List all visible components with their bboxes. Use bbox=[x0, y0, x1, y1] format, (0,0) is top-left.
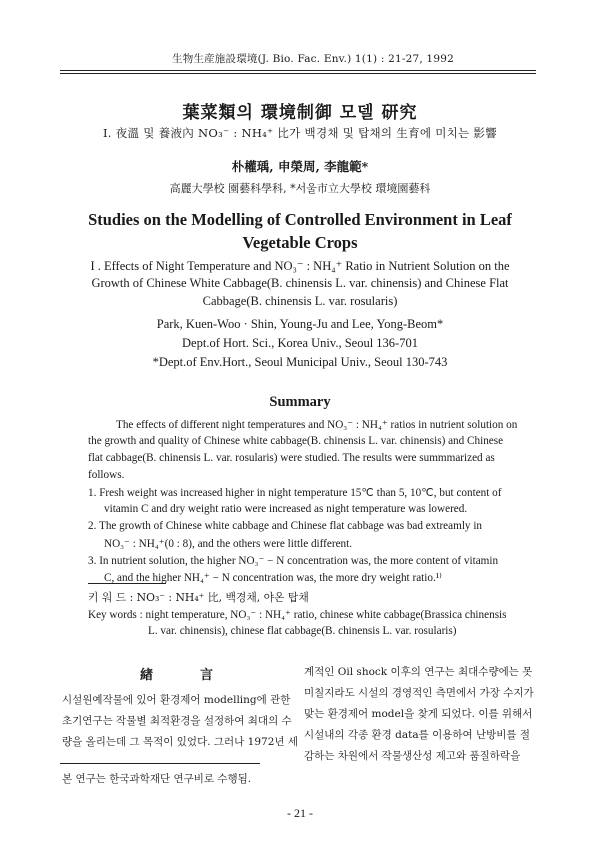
section-heading-char: 緖 bbox=[140, 668, 154, 683]
right-column-line: 감하는 차원에서 작물생산성 제고와 품질하락을 bbox=[304, 750, 521, 762]
summary-heading: Summary bbox=[269, 394, 331, 410]
english-affiliation: *Dept.of Env.Hort., Seoul Municipal Univ., Seoul 130-743 bbox=[152, 355, 448, 369]
left-column-line: 시설원예작물에 있어 환경제어 modelling에 관한 bbox=[62, 694, 291, 706]
korean-authors: 朴權瑀, 申榮周, 李龍範* bbox=[231, 159, 369, 174]
keywords-english: L. var. chinensis), chinese flat cabbage(B. chinensis L. var. rosularis) bbox=[148, 625, 457, 637]
left-column-line: 량을 올리는데 그 목적이 있었다. 그러나 1972년 세 bbox=[62, 736, 298, 748]
header-rule bbox=[60, 70, 536, 71]
right-column-line: 미칠지라도 시설의 경영적인 측면에서 가장 수지가 bbox=[304, 687, 534, 699]
section-heading-char: 言 bbox=[200, 668, 214, 683]
summary-item: vitamin C and dry weight ratio were increased as night temperature was lowered. bbox=[104, 503, 468, 515]
footnote: 본 연구는 한국과학재단 연구비로 수행됨. bbox=[62, 773, 252, 785]
page-number: - 21 - bbox=[287, 806, 313, 820]
right-column-line: 시설내의 각종 환경 data를 이용하여 난방비를 절 bbox=[304, 729, 531, 741]
header-rule-second bbox=[60, 73, 536, 74]
summary-line: follows. bbox=[88, 469, 125, 481]
english-authors: Park, Kuen-Woo · Shin, Young-Ju and Lee, Yong-Beom* bbox=[156, 317, 444, 331]
keywords-rule bbox=[88, 583, 166, 584]
summary-line: The effects of different night temperatures and NO₃⁻ : NH₄⁺ ratios in nutrient solution on bbox=[116, 419, 518, 431]
summary-item: 3. In nutrient solution, the higher NO₃⁻ − N concentration was, the more content of vitamin bbox=[88, 555, 499, 567]
korean-affiliation: 高麗大學校 園藝科學科, *서울市立大學校 環境園藝科 bbox=[169, 182, 431, 195]
english-subtitle-line: Cabbage(B. chinensis L. var. rosularis) bbox=[202, 294, 398, 308]
left-column-line: 초기연구는 작물별 최적환경을 설정하여 최대의 수 bbox=[62, 715, 292, 727]
english-subtitle-line: Growth of Chinese White Cabbage(B. chinensis L. var. chinensis) and Chinese Flat bbox=[91, 276, 509, 290]
korean-title: 葉菜類의 環境制御 모델 研究 bbox=[182, 103, 418, 123]
keywords-english: Key words : night temperature, NO₃⁻ : NH₄⁺ ratio, chinese white cabbage(Brassica chinensis bbox=[88, 609, 507, 621]
running-head: 生物生産施設環境(J. Bio. Fac. Env.) 1(1) : 21-27, 1992 bbox=[172, 53, 454, 65]
summary-item: 1. Fresh weight was increased higher in night temperature 15℃ than 5, 10℃, but content of bbox=[88, 487, 502, 499]
summary-item: NO₃⁻ : NH₄⁺(0 : 8), and the others were little different. bbox=[104, 538, 353, 550]
summary-item: 2. The growth of Chinese white cabbage and Chinese flat cabbage was bad extreamly in bbox=[88, 520, 483, 532]
right-column-line: 계적인 Oil shock 이후의 연구는 최대수량에는 못 bbox=[304, 666, 533, 678]
summary-item: C, and the higher NH₄⁺ − N concentration was, the more dry weight ratio.¹⁾ bbox=[104, 572, 442, 584]
english-subtitle-line: I . Effects of Night Temperature and NO₃⁻ : NH₄⁺ Ratio in Nutrient Solution on the bbox=[90, 259, 510, 273]
english-affiliation: Dept.of Hort. Sci., Korea Univ., Seoul 136-701 bbox=[182, 336, 418, 350]
english-title-line: Vegetable Crops bbox=[242, 233, 358, 252]
keywords-korean: 키 워 드 : NO₃⁻ : NH₄⁺ 比, 백경채, 야온 탑채 bbox=[88, 591, 309, 604]
english-title-line: Studies on the Modelling of Controlled Environment in Leaf bbox=[88, 210, 512, 229]
right-column-line: 맞는 환경제어 model을 찾게 되었다. 이를 위해서 bbox=[304, 708, 533, 720]
footnote-rule bbox=[60, 763, 260, 764]
summary-line: the growth and quality of Chinese white cabbage(B. chinensis L. var. chinensis) and Chinese bbox=[88, 435, 504, 447]
korean-subtitle: I. 夜溫 및 養液內 NO₃⁻ : NH₄⁺ 比가 백경채 및 탑채의 生育에 미치는 影響 bbox=[102, 126, 498, 140]
summary-line: flat cabbage(B. chinensis L. var. rosularis) were studied. The results were summmarized as bbox=[88, 452, 495, 464]
